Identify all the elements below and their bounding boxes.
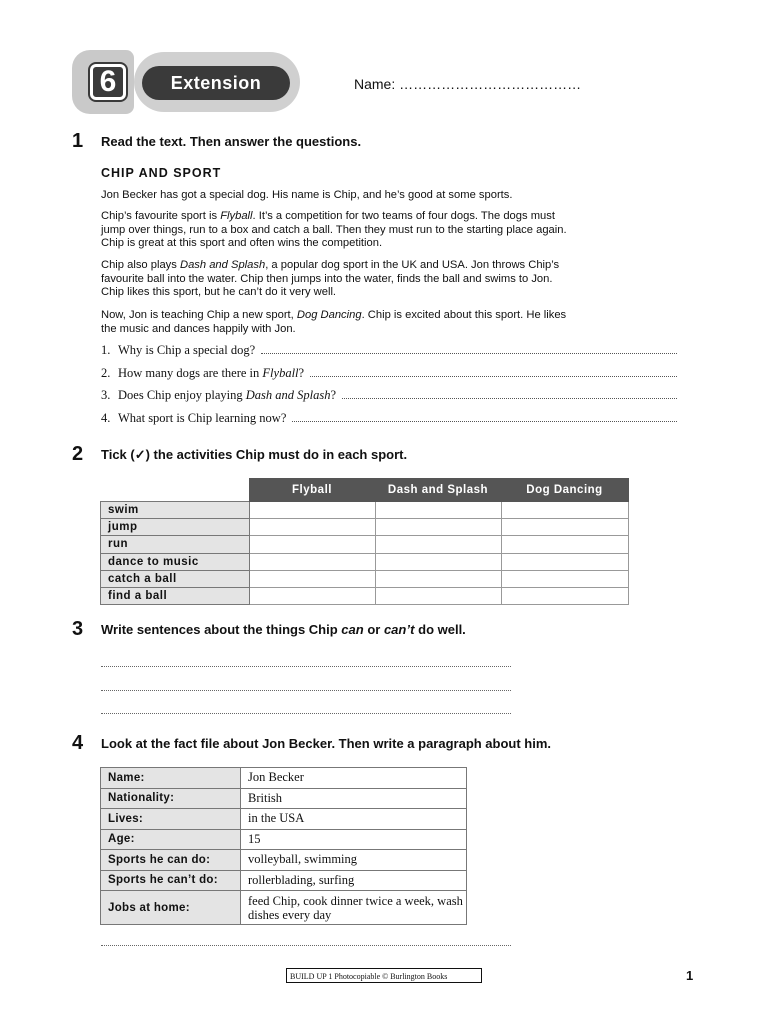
row-label: jump bbox=[101, 519, 250, 536]
table-row bbox=[101, 768, 467, 789]
tick-cell[interactable] bbox=[249, 570, 375, 587]
tick-cell[interactable] bbox=[249, 502, 375, 519]
column-header: Dog Dancing bbox=[501, 479, 628, 502]
question-item: 4. What sport is Chip learning now? bbox=[101, 411, 677, 434]
tick-cell[interactable] bbox=[375, 587, 501, 604]
table-row bbox=[101, 536, 629, 553]
question-1-number: 1 bbox=[72, 130, 84, 152]
column-header: Flyball bbox=[249, 479, 375, 502]
tick-cell[interactable] bbox=[375, 570, 501, 587]
question-1-list bbox=[101, 343, 677, 433]
table-row bbox=[101, 502, 629, 519]
reading-title: CHIP AND SPORT bbox=[101, 166, 222, 180]
table-row bbox=[101, 788, 467, 809]
fact-value: Jon Becker bbox=[241, 768, 467, 789]
name-field[interactable]: Name: ………………………………… bbox=[354, 76, 582, 92]
tick-cell[interactable] bbox=[375, 553, 501, 570]
table-row bbox=[101, 519, 629, 536]
fact-value: volleyball, swimming bbox=[241, 850, 467, 871]
tick-cell[interactable] bbox=[501, 502, 628, 519]
fact-key: Name: bbox=[101, 768, 241, 789]
table-row bbox=[101, 870, 467, 891]
answer-line[interactable] bbox=[261, 344, 677, 354]
question-item: 2. How many dogs are there in Flyball? bbox=[101, 366, 677, 389]
tick-cell[interactable] bbox=[249, 553, 375, 570]
reading-paragraph-1: Jon Becker has got a special dog. His name is Chip, and he’s good at some sports. bbox=[101, 189, 513, 201]
fact-value: British bbox=[241, 788, 467, 809]
tick-cell[interactable] bbox=[249, 519, 375, 536]
fact-value: feed Chip, cook dinner twice a week, wash dishes every day bbox=[241, 891, 467, 925]
table-row bbox=[101, 829, 467, 850]
table-row bbox=[101, 891, 467, 925]
unit-number: 6 bbox=[90, 64, 126, 100]
row-label: dance to music bbox=[101, 553, 250, 570]
fact-key: Lives: bbox=[101, 809, 241, 830]
fact-key: Sports he can’t do: bbox=[101, 870, 241, 891]
table-row bbox=[101, 570, 629, 587]
row-label: run bbox=[101, 536, 250, 553]
tick-cell[interactable] bbox=[501, 570, 628, 587]
tick-cell[interactable] bbox=[375, 519, 501, 536]
tick-cell[interactable] bbox=[501, 553, 628, 570]
question-item: 1. Why is Chip a special dog? bbox=[101, 343, 677, 366]
answer-line[interactable] bbox=[101, 712, 511, 714]
answer-line[interactable] bbox=[101, 689, 511, 691]
table-row bbox=[101, 850, 467, 871]
question-3-instruction: Write sentences about the things Chip can or can’t do well. bbox=[101, 622, 466, 637]
fact-key: Sports he can do: bbox=[101, 850, 241, 871]
fact-key: Age: bbox=[101, 829, 241, 850]
row-label: swim bbox=[101, 502, 250, 519]
question-4-number: 4 bbox=[72, 732, 84, 754]
question-2-instruction: Tick (✓) the activities Chip must do in each sport. bbox=[101, 447, 408, 462]
tick-cell[interactable] bbox=[375, 536, 501, 553]
tick-cell[interactable] bbox=[501, 587, 628, 604]
fact-value: rollerblading, surfing bbox=[241, 870, 467, 891]
table-row bbox=[101, 553, 629, 570]
page-number: 1 bbox=[686, 968, 694, 983]
tick-cell[interactable] bbox=[249, 536, 375, 553]
table-row bbox=[101, 587, 629, 604]
reading-paragraph-4: Now, Jon is teaching Chip a new sport, Dog Dancing. Chip is excited about this sport. He likes the music and dances happily with Jon. bbox=[101, 309, 567, 335]
fact-value: 15 bbox=[241, 829, 467, 850]
activities-table bbox=[100, 478, 629, 605]
tick-cell[interactable] bbox=[501, 536, 628, 553]
copyright-credit: BUILD UP 1 Photocopiable © Burlington Books bbox=[286, 968, 482, 983]
question-3-number: 3 bbox=[72, 618, 84, 640]
answer-line[interactable] bbox=[101, 944, 511, 946]
reading-paragraph-3: Chip also plays Dash and Splash, a popular dog sport in the UK and USA. Jon throws Chip’s favourite ball into the water. Chip then jumps into the water, finds the ball and swims to Jon. Chip likes this sport, but he can’t do it very well. bbox=[101, 259, 560, 298]
question-4-instruction: Look at the fact file about Jon Becker. Then write a paragraph about him. bbox=[101, 736, 552, 751]
answer-line[interactable] bbox=[310, 367, 677, 377]
answer-line[interactable] bbox=[342, 389, 677, 399]
row-label: catch a ball bbox=[101, 570, 250, 587]
answer-line[interactable] bbox=[292, 412, 677, 422]
column-header: Dash and Splash bbox=[375, 479, 501, 502]
question-1-instruction: Read the text. Then answer the questions. bbox=[101, 134, 362, 149]
fact-file-table bbox=[100, 767, 467, 925]
fact-key: Jobs at home: bbox=[101, 891, 241, 925]
table-row bbox=[101, 809, 467, 830]
question-item: 3. Does Chip enjoy playing Dash and Splash? bbox=[101, 388, 677, 411]
fact-key: Nationality: bbox=[101, 788, 241, 809]
fact-value: in the USA bbox=[241, 809, 467, 830]
question-2-number: 2 bbox=[72, 443, 84, 465]
tick-cell[interactable] bbox=[501, 519, 628, 536]
unit-label: Extension bbox=[142, 66, 290, 100]
unit-badge bbox=[72, 50, 300, 114]
tick-cell[interactable] bbox=[375, 502, 501, 519]
answer-line[interactable] bbox=[101, 665, 511, 667]
reading-paragraph-2: Chip’s favourite sport is Flyball. It’s a competition for two teams of four dogs. The dogs must jump over things, run to a box and catch a ball. Then they must run to the starting place again. Chip is great at this sport and often wins the competition. bbox=[101, 210, 567, 249]
row-label: find a ball bbox=[101, 587, 250, 604]
tick-cell[interactable] bbox=[249, 587, 375, 604]
